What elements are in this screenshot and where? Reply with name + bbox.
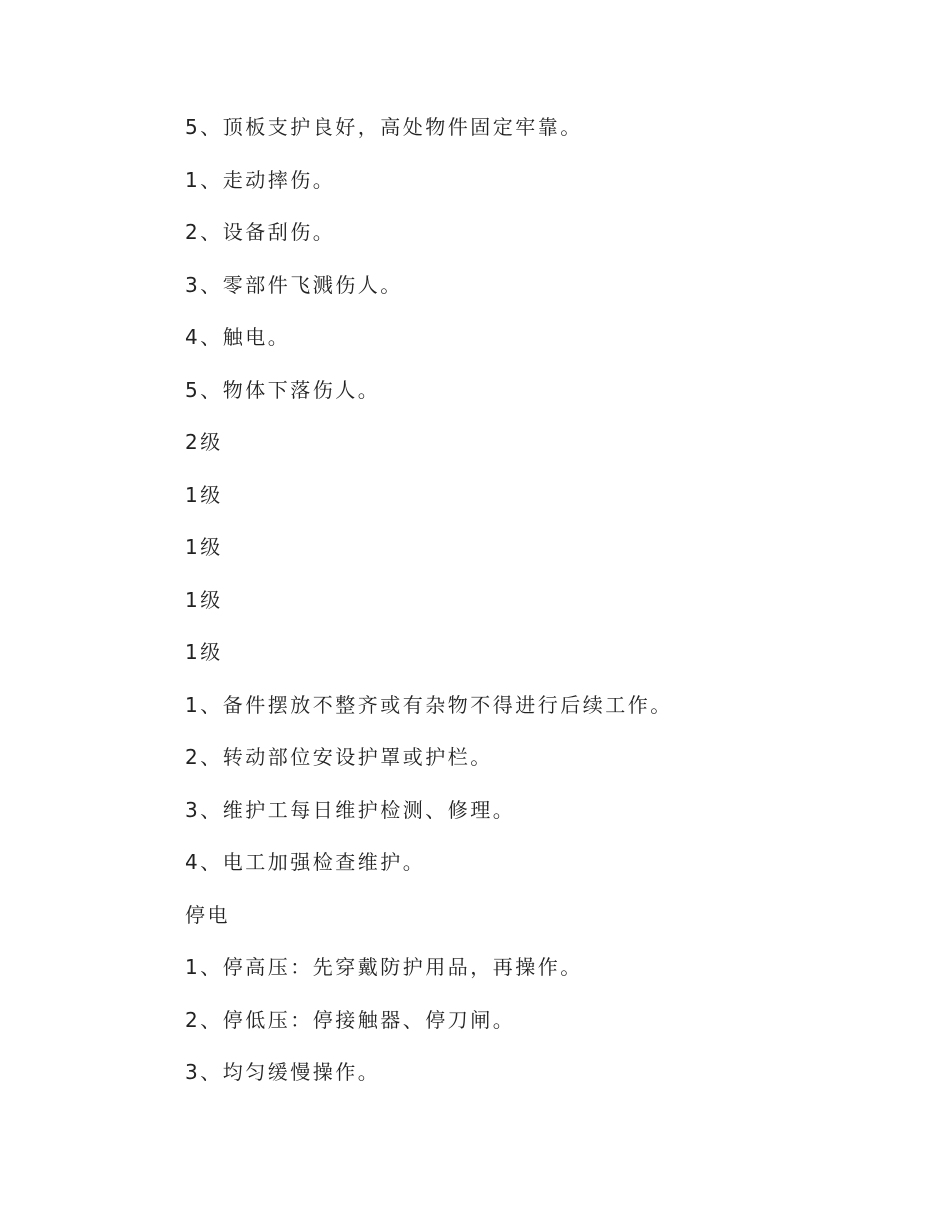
- text-line-level-5: 1级: [185, 640, 223, 664]
- text-line-level-1: 2级: [185, 430, 223, 454]
- text-line-power-off-step-2: 2、停低压：停接触器、停刀闸。: [185, 1007, 516, 1032]
- text-line-level-4: 1级: [185, 587, 223, 612]
- text-line-control-4: 4、电工加强检查维护。: [185, 850, 426, 874]
- text-line-power-off-step-3: 3、均匀缓慢操作。: [185, 1060, 381, 1084]
- text-line-hazard-1: 1、走动摔伤。: [185, 167, 336, 192]
- text-line-section-power-off: 停电: [185, 902, 230, 927]
- text-line-power-off-step-1: 1、停高压：先穿戴防护用品，再操作。: [185, 955, 583, 979]
- text-line-control-3: 3、维护工每日维护检测、修理。: [185, 797, 516, 822]
- text-line-hazard-5: 5、物体下落伤人。: [185, 377, 381, 402]
- document-body: [185, 112, 885, 1110]
- text-line-safety-measure-5: 5、顶板支护良好，高处物件固定牢靠。: [185, 115, 583, 139]
- text-line-control-1: 1、备件摆放不整齐或有杂物不得进行后续工作。: [185, 692, 673, 717]
- text-line-level-3: 1级: [185, 535, 223, 559]
- text-line-hazard-3: 3、零部件飞溅伤人。: [185, 272, 403, 297]
- text-line-control-2: 2、转动部位安设护罩或护栏。: [185, 745, 493, 769]
- text-line-level-2: 1级: [185, 482, 223, 507]
- text-line-hazard-4: 4、触电。: [185, 325, 291, 349]
- text-line-hazard-2: 2、设备刮伤。: [185, 220, 336, 244]
